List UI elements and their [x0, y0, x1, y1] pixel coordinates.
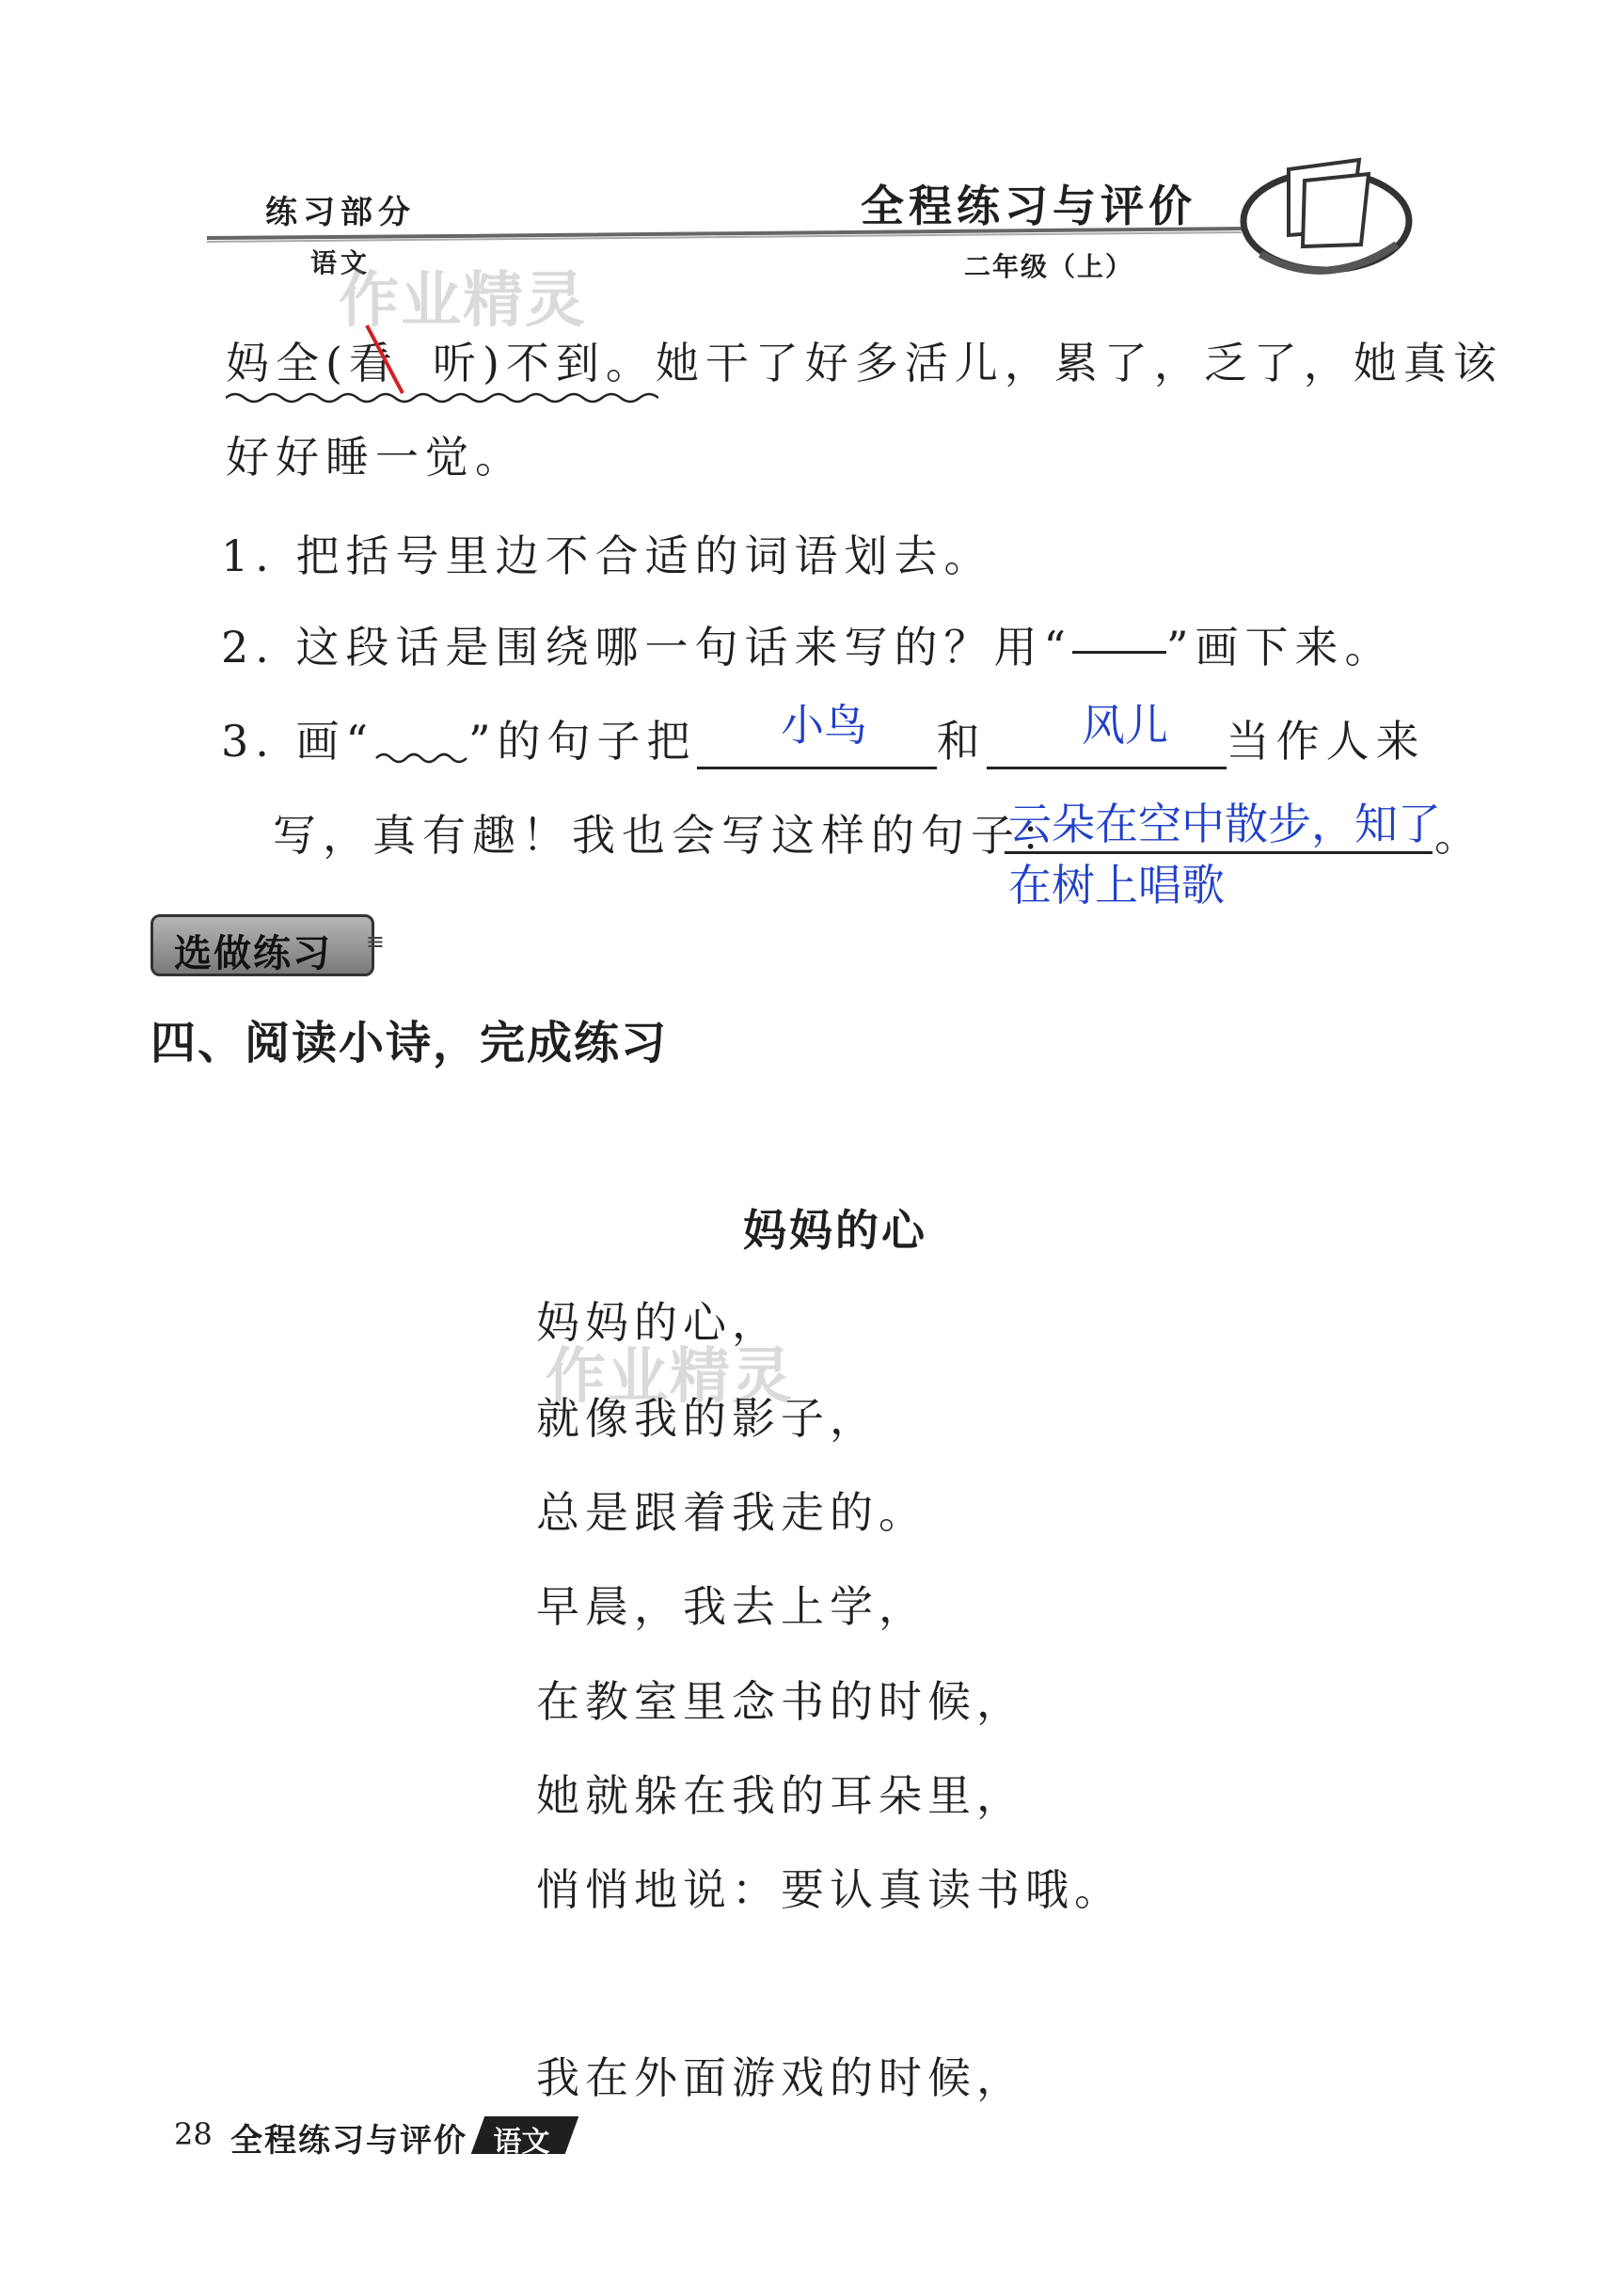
- answer-blank-2: [987, 765, 1227, 769]
- option-crossed: 看: [348, 338, 399, 388]
- page-number: 28: [174, 2116, 213, 2152]
- question-3: 3. 画“ ”的句子把 和 当作人来: [221, 707, 1426, 769]
- straight-line-sample: [1072, 649, 1166, 654]
- passage-underlined-segment: 妈全(看 听)不到: [226, 329, 606, 391]
- answer-1: 小鸟: [781, 700, 867, 751]
- wavy-underline: [226, 391, 658, 404]
- answer-3-line-1: 云朵在空中散步，知了: [1008, 799, 1441, 849]
- watermark-top: 作业精灵: [339, 266, 587, 336]
- option-kept: 听: [432, 338, 483, 388]
- poem-line: 在教室里念书的时候，: [536, 1676, 1025, 1727]
- cross-out-mark: [357, 324, 414, 399]
- footer-subject-label: 语文: [493, 2126, 550, 2159]
- answer-2: 风儿: [1082, 700, 1168, 751]
- watermark-middle: 作业精灵: [546, 1342, 794, 1412]
- question-2: 2. 这段话是围绕哪一句话来写的？用“ ”画下来。: [221, 622, 1395, 673]
- badge-decoration-icon: ≡: [365, 928, 385, 955]
- grade-label: 二年级（上）: [964, 251, 1134, 282]
- passage-line-1: 妈全(看 听)不到 。她干了好多活儿，累了，乏了，她真该: [226, 329, 1503, 391]
- poem-line: 我在外面游戏的时候，: [536, 2052, 1025, 2103]
- series-title: 全程练习与评价: [861, 181, 1196, 231]
- book-logo-icon: [1237, 141, 1416, 282]
- section-heading: 四、阅读小诗，完成练习: [150, 1017, 669, 1069]
- header-rule: [207, 221, 1260, 249]
- section-label: 练习部分: [265, 194, 416, 231]
- question-3-end: 。: [1434, 810, 1484, 861]
- answer-blank-1: [697, 765, 937, 769]
- section-badge-label: 选做练习: [174, 932, 332, 975]
- poem-line: 妈妈的心，: [536, 1297, 781, 1348]
- answer-3-line-2: 在树上唱歌: [1008, 860, 1225, 910]
- poem-title: 妈妈的心: [743, 1205, 927, 1256]
- subject-label: 语文: [310, 247, 372, 278]
- wavy-line-sample: [374, 745, 468, 764]
- section-badge: [150, 914, 385, 976]
- poem-line: 早晨，我去上学，: [536, 1581, 927, 1632]
- poem-line: 她就躲在我的耳朵里，: [536, 1770, 1025, 1821]
- poem-line: 就像我的影子，: [536, 1393, 879, 1444]
- question-3-line-2: 写，真有趣！我也会写这样的句子：: [273, 810, 1070, 861]
- question-1: 1. 把括号里边不合适的词语划去。: [221, 530, 994, 581]
- footer-series-title: 全程练习与评价: [230, 2122, 467, 2160]
- poem-line: 总是跟着我走的。: [536, 1487, 927, 1538]
- passage-line-2: 好好睡一觉。: [226, 432, 525, 483]
- footer-subject-tag: [471, 2116, 579, 2159]
- poem-line: 悄悄地说：要认真读书哦。: [536, 1864, 1123, 1915]
